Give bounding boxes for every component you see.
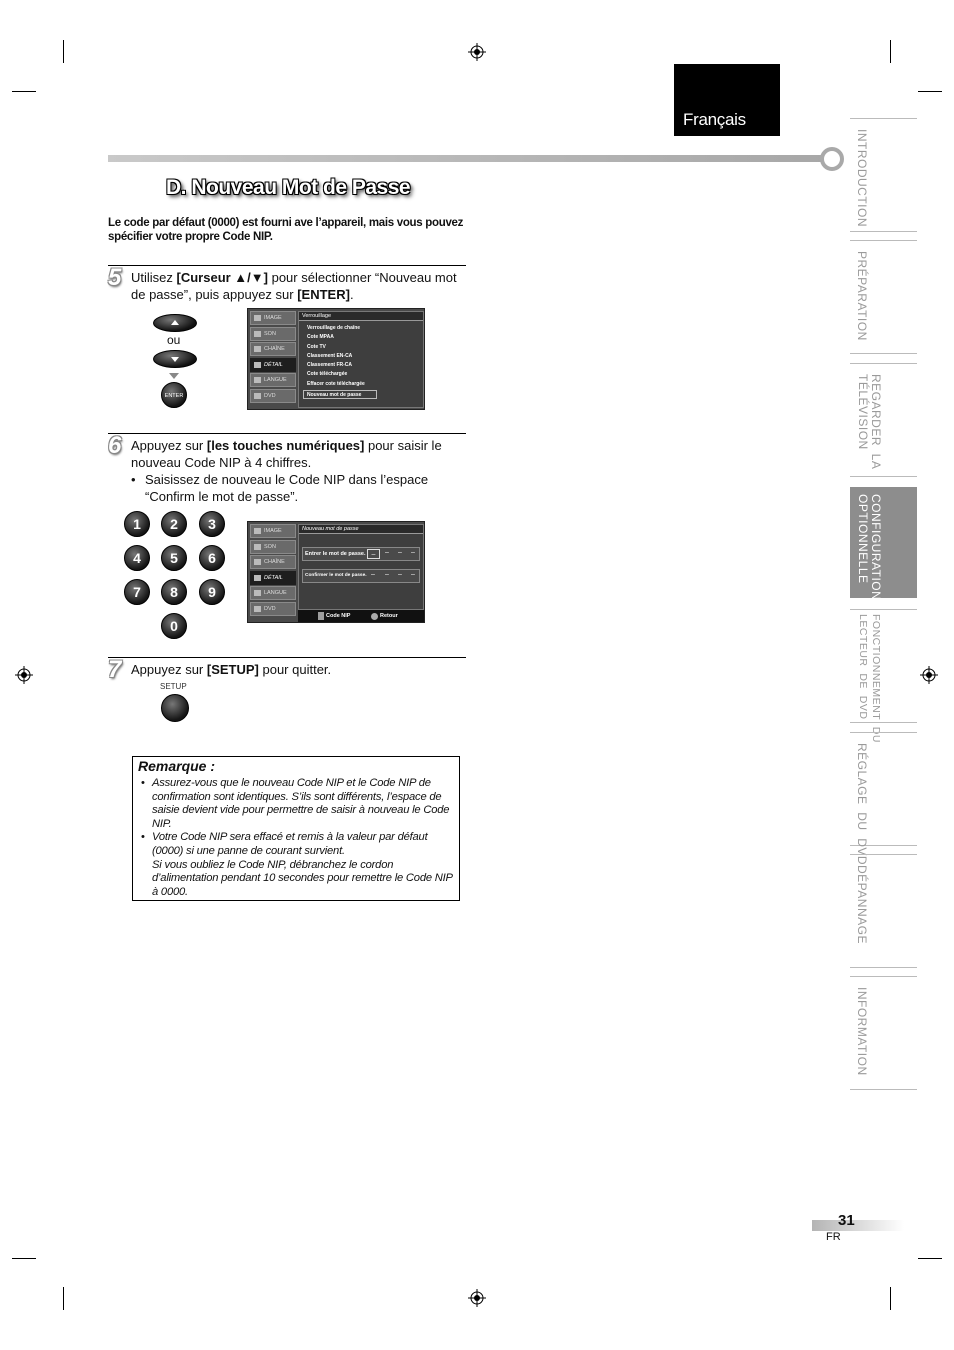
page-title: D. Nouveau Mot de Passe [166, 176, 411, 199]
menu-label: IMAGE [264, 315, 282, 321]
crop-mark [890, 1287, 891, 1310]
text-run: . [349, 287, 354, 302]
menu-line: Classement EN-CA [307, 352, 353, 359]
sidebar-tab-troubleshooting[interactable] [850, 854, 917, 968]
sidebar-tab-label: RÉGLAGE DU DVD [855, 743, 869, 866]
tv-menu-item [250, 540, 296, 554]
setup-button[interactable] [161, 694, 189, 722]
digit-5-button[interactable]: 5 [161, 545, 187, 571]
tv-menu-item [250, 342, 296, 356]
text-run: Utilisez [131, 270, 177, 285]
tv-menu-item [250, 586, 296, 600]
registration-mark-icon [15, 666, 33, 684]
tv-panel [298, 311, 424, 408]
sidebar-tab-label: INTRODUCTION [855, 129, 869, 227]
key-label: [les touches numériques] [206, 438, 365, 453]
confirm-password-row [302, 569, 420, 583]
pin-digit: – [385, 549, 389, 556]
crop-mark [918, 91, 942, 92]
enter-button[interactable]: ENTER [161, 382, 187, 408]
sidebar-tab-label: PRÉPARATION [855, 251, 869, 341]
sound-icon [254, 544, 261, 550]
menu-label: DÉTAIL [264, 361, 283, 368]
sidebar-tab-optional-setup[interactable] [850, 487, 917, 601]
pin-digit: – [371, 571, 375, 578]
sidebar-tab-label: REGARDER LA TÉLÉVISION [856, 374, 883, 470]
pin-digit: – [385, 571, 389, 578]
detail-icon [254, 575, 261, 581]
tv-side-menu [250, 524, 296, 617]
menu-line: Cote MPAA [307, 334, 334, 341]
digit-1-button[interactable]: 1 [124, 511, 150, 537]
crop-mark [63, 1287, 64, 1310]
tv-menu-item [250, 311, 296, 325]
page-number: 31 [838, 1212, 855, 1229]
menu-label: LANGUE [264, 590, 287, 596]
note-item [141, 831, 455, 899]
sidebar-tab-information[interactable] [850, 976, 917, 1090]
menu-label: DÉTAIL [264, 574, 283, 581]
key-label: [SETUP] [206, 662, 259, 677]
step-6-text [131, 437, 461, 471]
back-button-icon [371, 613, 378, 620]
step-number: 6 [108, 432, 122, 459]
sidebar-tab-preparation[interactable] [850, 240, 917, 354]
arrow-up-icon [171, 320, 179, 325]
language-icon [254, 590, 261, 596]
panel-title: Verrouillage [299, 312, 423, 321]
tv-menu-item-selected [250, 571, 296, 585]
image-icon [254, 528, 261, 534]
crop-mark [12, 91, 36, 92]
tv-menu-item [250, 373, 296, 387]
sidebar-tab-introduction[interactable] [850, 118, 917, 232]
crop-mark [63, 40, 64, 63]
digit-8-button[interactable]: 8 [161, 579, 187, 605]
menu-line-highlighted: Nouveau mot de passe [303, 390, 377, 399]
tv-footer [298, 610, 424, 623]
menu-line: Cote téléchargée [307, 371, 348, 378]
digit-3-button[interactable]: 3 [199, 511, 225, 537]
step-number: 5 [108, 264, 122, 291]
note-box [132, 756, 460, 901]
sidebar-tab-dvd-setup[interactable] [850, 732, 917, 866]
pin-digit: – [411, 571, 415, 578]
sidebar-tab-label: FONCTIONNEMENT DU LECTEUR DE DVD [857, 614, 882, 743]
panel-title: Nouveau mot de passe [299, 525, 423, 534]
note-text: • Assurez-vous que le nouveau Code NIP et le Code NIP de confirmation sont identiques. S’ils sont différents, l’espace de saisie devient vide pour permettre de saisir à nouveau le Code NIP. [152, 777, 450, 830]
arrow-down-icon [171, 357, 179, 362]
key-label: [ENTER] [297, 287, 350, 302]
footer-code-label: Code NIP [326, 613, 351, 619]
step-7-text [131, 661, 461, 678]
tv-menu-item [250, 555, 296, 569]
enter-password-label: Entrer le mot de passe. [305, 551, 366, 557]
language-label: Français [683, 110, 746, 129]
menu-label: IMAGE [264, 528, 282, 534]
digit-2-button[interactable]: 2 [161, 511, 187, 537]
tv-menu-item [250, 524, 296, 538]
setup-label: SETUP [160, 682, 187, 691]
menu-line: Effacer cote téléchargée [307, 380, 365, 387]
note-item [141, 777, 455, 831]
channel-icon [254, 559, 261, 565]
sidebar-tab-label: DÉPANNAGE [855, 865, 869, 944]
menu-label: LANGUE [264, 377, 287, 383]
text-run: Appuyez sur [131, 438, 207, 453]
channel-icon [254, 346, 261, 352]
dvd-icon [254, 393, 261, 399]
enter-password-row [302, 547, 420, 561]
divider [108, 433, 466, 434]
step-5-text [131, 269, 461, 303]
key-label: [Curseur ▲/▼] [176, 270, 268, 285]
header-circle-icon [820, 147, 844, 171]
note-text: Si vous oubliez le Code NIP, débranchez le cordon d’alimentation pendant 10 secondes pour remettre le Code NIP à 0000. [152, 858, 453, 898]
tv-menu-item [250, 602, 296, 616]
text-run: pour sélectionner “Nouveau mot de passe”, puis appuyez sur [131, 270, 457, 302]
crop-mark [918, 1258, 942, 1259]
bullet-icon: • [131, 472, 136, 487]
sidebar-tab-dvd-operation[interactable] [850, 609, 917, 743]
page-number-bar [812, 1220, 904, 1231]
menu-label: DVD [264, 392, 276, 399]
note-title: Remarque : [138, 758, 216, 774]
tv-side-menu [250, 311, 296, 404]
registration-mark-icon [920, 666, 938, 684]
page-language: FR [826, 1231, 841, 1243]
or-label: ou [167, 333, 181, 347]
crop-mark [12, 1258, 36, 1259]
pin-digit: – [411, 549, 415, 556]
text-run: Appuyez sur [131, 662, 207, 677]
registration-mark-icon [468, 43, 486, 61]
tv-menu-item [250, 327, 296, 341]
crop-mark [890, 40, 891, 63]
pin-digit: – [398, 549, 402, 556]
tv-screen-new-password [247, 521, 425, 623]
tv-menu-item [250, 389, 296, 403]
sidebar-tab-label: CONFIGURATION OPTIONNELLE [856, 494, 883, 601]
digit-7-button[interactable]: 7 [124, 579, 150, 605]
registration-mark-icon [468, 1289, 486, 1307]
language-icon [254, 377, 261, 383]
digit-6-button[interactable]: 6 [199, 545, 225, 571]
digit-4-button[interactable]: 4 [124, 545, 150, 571]
digit-0-button[interactable]: 0 [161, 613, 187, 639]
image-icon [254, 315, 261, 321]
tv-panel [298, 524, 424, 610]
footer-back-label: Retour [380, 613, 398, 619]
menu-label: CHAÎNE [264, 346, 285, 352]
pin-digit-cursor: – [367, 549, 380, 559]
menu-line: Cote TV [307, 343, 326, 350]
intro-text: Le code par défaut (0000) est fourni ave l’appareil, mais vous pouvez spécifier votre propre Code NIP. [108, 217, 464, 243]
step-6-bullet: Saisissez de nouveau le Code NIP dans l’espace “Confirm le mot de passe”. [145, 472, 429, 504]
text-run: pour saisir le nouveau Code NIP à 4 chiffres. [131, 438, 442, 470]
arrow-indicator-icon [169, 373, 179, 379]
note-text: • Votre Code NIP sera effacé et remis à la valeur par défaut (0000) si une panne de courant survient. [152, 831, 428, 857]
menu-label: DVD [264, 605, 276, 612]
text-run: pour quitter. [258, 662, 332, 677]
menu-label: CHAÎNE [264, 559, 285, 565]
sidebar-tab-watching-tv[interactable] [850, 363, 917, 477]
divider [108, 265, 466, 266]
cursor-down-button[interactable] [153, 350, 197, 368]
menu-label: SON [264, 543, 276, 550]
sidebar-tab-label: INFORMATION [855, 987, 869, 1076]
step-number: 7 [108, 656, 122, 683]
language-tab [674, 64, 780, 136]
cursor-up-button[interactable] [153, 314, 197, 332]
tv-menu-item-selected [250, 358, 296, 372]
section-header-bar [108, 155, 826, 162]
digit-9-button[interactable]: 9 [199, 579, 225, 605]
keypad-icon [318, 612, 324, 620]
sound-icon [254, 331, 261, 337]
menu-label: SON [264, 330, 276, 337]
menu-line: Classement FR-CA [307, 362, 353, 369]
confirm-password-label: Confirmer le mot de passe. [305, 573, 367, 578]
pin-digit: – [398, 571, 402, 578]
note-list [141, 777, 455, 899]
divider [108, 657, 466, 658]
tv-screen-lock-menu [247, 308, 425, 410]
dvd-icon [254, 606, 261, 612]
detail-icon [254, 362, 261, 368]
menu-line: Verrouillage de chaîne [307, 325, 361, 331]
lock-list [299, 321, 423, 399]
